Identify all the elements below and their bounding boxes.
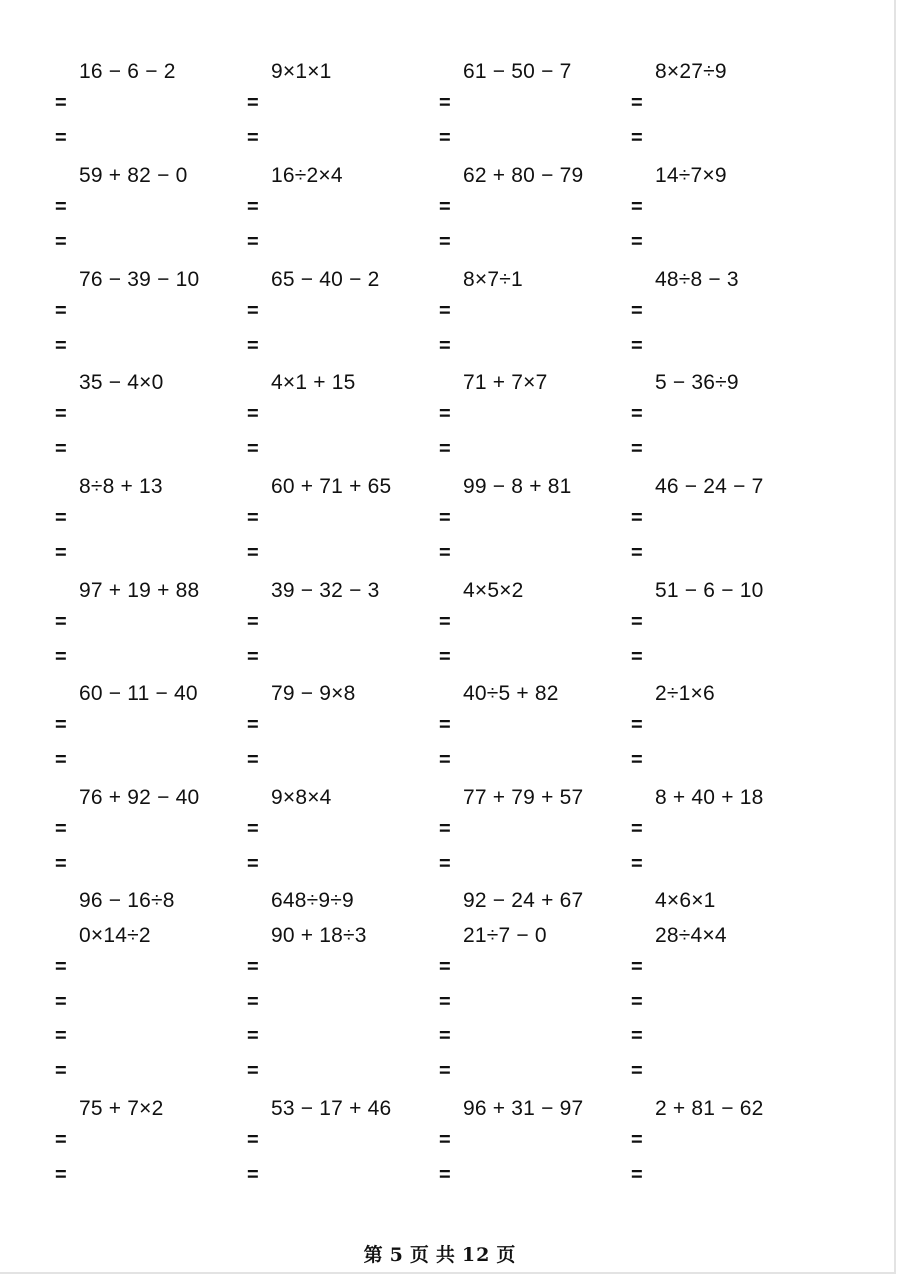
equals-line: = — [631, 645, 643, 668]
expression: 4×6×1 — [655, 889, 716, 912]
expression: 76 − 39 − 10 — [79, 268, 200, 291]
expression: 16 − 6 − 2 — [79, 60, 176, 83]
equals-line: = — [631, 196, 643, 218]
equals-line: = — [439, 403, 451, 425]
expression: 4×1 + 15 — [271, 371, 356, 394]
equals-line: = — [631, 230, 643, 253]
expression: 79 − 9×8 — [271, 682, 356, 705]
equals-line: = — [439, 852, 451, 875]
expression: 21÷7 − 0 — [463, 924, 547, 947]
equals-line: = — [631, 126, 643, 149]
equals-line: = — [439, 990, 451, 1013]
expression: 96 − 16÷8 — [79, 889, 175, 912]
equals-line: = — [439, 818, 451, 840]
expression: 92 − 24 + 67 — [463, 889, 584, 912]
equals-line: = — [439, 230, 451, 253]
equals-line: = — [631, 92, 643, 114]
expression: 96 + 31 − 97 — [463, 1097, 584, 1120]
equals-line: = — [247, 1163, 259, 1186]
expression: 62 + 80 − 79 — [463, 164, 584, 187]
expression: 8×27÷9 — [655, 60, 727, 83]
equals-line: = — [439, 437, 451, 460]
equals-line: = — [439, 92, 451, 114]
equals-line: = — [631, 748, 643, 771]
equals-line: = — [247, 92, 259, 114]
expression: 40÷5 + 82 — [463, 682, 559, 705]
equals-line: = — [55, 1059, 67, 1082]
equals-line: = — [439, 300, 451, 322]
equals-line: = — [247, 230, 259, 253]
equals-line: = — [247, 645, 259, 668]
equals-line: = — [55, 437, 67, 460]
equals-line: = — [631, 541, 643, 564]
equals-line: = — [55, 990, 67, 1013]
equals-line: = — [247, 300, 259, 322]
equals-line: = — [631, 714, 643, 736]
equals-line: = — [55, 541, 67, 564]
equals-line: = — [631, 818, 643, 840]
equals-line: = — [55, 230, 67, 253]
equals-line: = — [55, 611, 67, 633]
equals-line: = — [439, 1059, 451, 1082]
equals-line: = — [439, 1025, 451, 1047]
expression: 46 − 24 − 7 — [655, 475, 764, 498]
equals-line: = — [247, 956, 259, 978]
equals-line: = — [247, 1059, 259, 1082]
equals-line: = — [439, 611, 451, 633]
expression: 8÷8 + 13 — [79, 475, 163, 498]
expression: 60 + 71 + 65 — [271, 475, 392, 498]
expression: 48÷8 − 3 — [655, 268, 739, 291]
equals-line: = — [439, 541, 451, 564]
equals-line: = — [55, 196, 67, 218]
equals-line: = — [439, 714, 451, 736]
equals-line: = — [55, 1129, 67, 1151]
equals-line: = — [247, 1025, 259, 1047]
equals-line: = — [247, 334, 259, 357]
equals-line: = — [631, 990, 643, 1013]
expression: 0×14÷2 — [79, 924, 151, 947]
equals-line: = — [247, 818, 259, 840]
expression: 5 − 36÷9 — [655, 371, 739, 394]
equals-line: = — [247, 1129, 259, 1151]
expression: 39 − 32 − 3 — [271, 579, 380, 602]
footer-di: 第 — [363, 1244, 384, 1266]
equals-line: = — [55, 92, 67, 114]
expression: 2÷1×6 — [655, 682, 715, 705]
equals-line: = — [439, 507, 451, 529]
equals-line: = — [631, 956, 643, 978]
equals-line: = — [247, 990, 259, 1013]
footer-ye-2: 页 — [496, 1244, 517, 1266]
equals-line: = — [247, 541, 259, 564]
equals-line: = — [55, 818, 67, 840]
equals-line: = — [631, 334, 643, 357]
expression: 53 − 17 + 46 — [271, 1097, 392, 1120]
equals-line: = — [439, 748, 451, 771]
footer-total-pages: 12 — [461, 1244, 491, 1266]
equals-line: = — [55, 126, 67, 149]
expression: 75 + 7×2 — [79, 1097, 164, 1120]
equals-line: = — [631, 1025, 643, 1047]
equals-line: = — [55, 645, 67, 668]
footer-gong: 共 — [435, 1244, 456, 1266]
equals-line: = — [55, 300, 67, 322]
equals-line: = — [631, 437, 643, 460]
expression: 4×5×2 — [463, 579, 524, 602]
equals-line: = — [631, 611, 643, 633]
equals-line: = — [631, 1163, 643, 1186]
equals-line: = — [439, 126, 451, 149]
expression: 8 + 40 + 18 — [655, 786, 764, 809]
equals-line: = — [55, 507, 67, 529]
equals-line: = — [55, 1025, 67, 1047]
equals-line: = — [631, 300, 643, 322]
equals-line: = — [631, 507, 643, 529]
expression: 16÷2×4 — [271, 164, 343, 187]
expression: 65 − 40 − 2 — [271, 268, 380, 291]
equals-line: = — [55, 403, 67, 425]
equals-line: = — [55, 714, 67, 736]
expression: 51 − 6 − 10 — [655, 579, 764, 602]
expression: 99 − 8 + 81 — [463, 475, 572, 498]
equals-line: = — [439, 956, 451, 978]
equals-line: = — [55, 1163, 67, 1186]
equals-line: = — [247, 714, 259, 736]
expression: 59 + 82 − 0 — [79, 164, 188, 187]
expression: 28÷4×4 — [655, 924, 727, 947]
equals-line: = — [247, 126, 259, 149]
expression: 77 + 79 + 57 — [463, 786, 584, 809]
equals-line: = — [247, 437, 259, 460]
expression: 648÷9÷9 — [271, 889, 354, 912]
expression: 8×7÷1 — [463, 268, 523, 291]
equals-line: = — [439, 196, 451, 218]
equals-line: = — [631, 1129, 643, 1151]
equals-line: = — [439, 1129, 451, 1151]
equals-line: = — [247, 196, 259, 218]
expression: 14÷7×9 — [655, 164, 727, 187]
equals-line: = — [439, 1163, 451, 1186]
expression: 9×1×1 — [271, 60, 332, 83]
expression: 35 − 4×0 — [79, 371, 164, 394]
expression: 76 + 92 − 40 — [79, 786, 200, 809]
equals-line: = — [55, 956, 67, 978]
expression: 71 + 7×7 — [463, 371, 548, 394]
equals-line: = — [247, 507, 259, 529]
page-footer — [0, 1240, 880, 1267]
equals-line: = — [55, 852, 67, 875]
equals-line: = — [631, 1059, 643, 1082]
equals-line: = — [247, 611, 259, 633]
expression: 60 − 11 − 40 — [79, 682, 198, 705]
footer-page-number: 5 — [389, 1244, 404, 1266]
equals-line: = — [631, 852, 643, 875]
expression: 2 + 81 − 62 — [655, 1097, 764, 1120]
equals-line: = — [247, 748, 259, 771]
equals-line: = — [55, 748, 67, 771]
footer-ye: 页 — [409, 1244, 430, 1266]
equals-line: = — [247, 403, 259, 425]
equals-line: = — [439, 645, 451, 668]
equals-line: = — [55, 334, 67, 357]
equals-line: = — [631, 403, 643, 425]
expression: 61 − 50 − 7 — [463, 60, 572, 83]
equals-line: = — [439, 334, 451, 357]
expression: 90 + 18÷3 — [271, 924, 367, 947]
expression: 97 + 19 + 88 — [79, 579, 200, 602]
expression: 9×8×4 — [271, 786, 332, 809]
equals-line: = — [247, 852, 259, 875]
